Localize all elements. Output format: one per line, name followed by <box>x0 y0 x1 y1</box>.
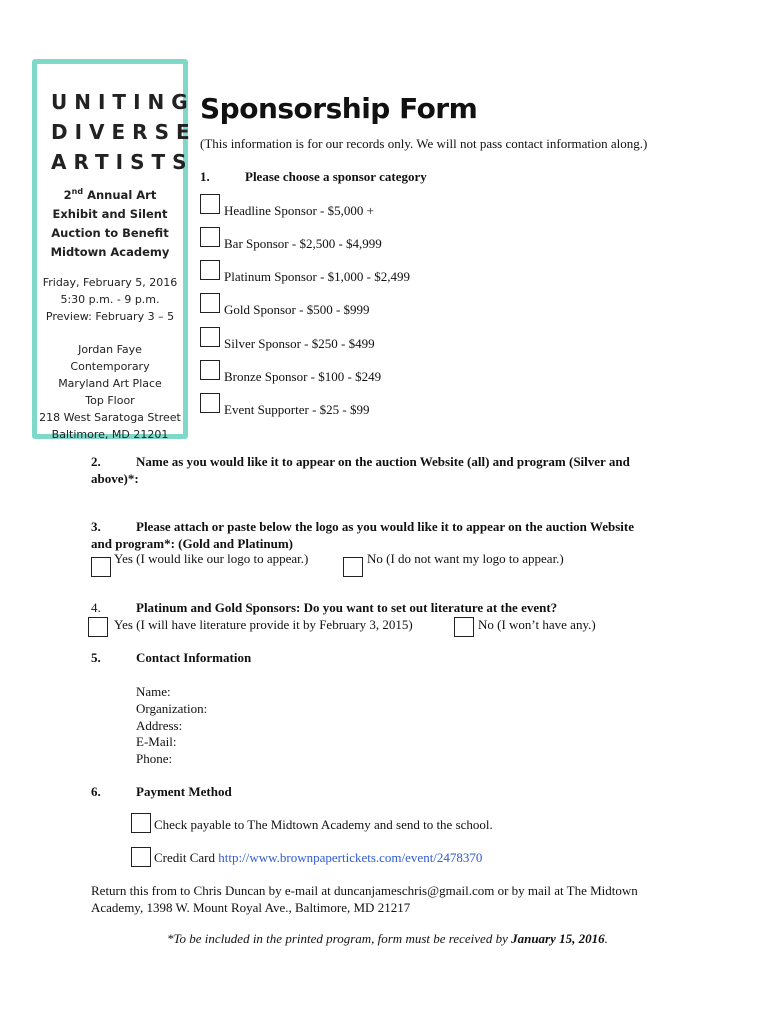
gold-sponsor-checkbox[interactable] <box>200 293 220 313</box>
contact-name-label: Name: <box>136 684 171 699</box>
event-ordinal-suffix: nd <box>71 187 84 196</box>
bar-sponsor-checkbox[interactable] <box>200 227 220 247</box>
event-info-panel <box>32 59 197 441</box>
bar-sponsor-label: Bar Sponsor - $2,500 - $4,999 <box>224 236 382 251</box>
question-number: 2. <box>91 454 101 469</box>
question-1 <box>200 169 427 185</box>
question-6 <box>91 784 232 800</box>
question-text: Please attach or paste below the logo as you would like it to appear on the auction Website <box>136 519 634 534</box>
return-instructions <box>91 882 751 916</box>
logo-no-label: No (I do not want my logo to appear.) <box>367 551 564 566</box>
headline-sponsor-label: Headline Sponsor - $5,000 + <box>224 203 374 218</box>
deadline-suffix: . <box>604 931 608 946</box>
event-line: Midtown Academy <box>50 244 170 259</box>
question-3 <box>91 518 731 552</box>
bronze-sponsor-label: Bronze Sponsor - $100 - $249 <box>224 369 382 384</box>
venue-line: Maryland Art Place <box>58 377 162 390</box>
gold-sponsor-label: Gold Sponsor - $500 - $999 <box>224 302 370 317</box>
contact-organization-label: Organization: <box>136 700 208 716</box>
payment-credit-checkbox[interactable] <box>131 847 151 867</box>
venue-line: Jordan Faye Contemporary <box>70 343 150 373</box>
event-supporter-checkbox[interactable] <box>200 393 220 413</box>
privacy-note: (This information is for our records only. We will not pass contact information along.) <box>200 136 648 151</box>
headline-sponsor-checkbox[interactable] <box>200 194 220 214</box>
literature-yes-checkbox[interactable] <box>88 617 108 637</box>
event-line: Auction to Benefit <box>51 225 169 240</box>
question-number: 5. <box>91 650 101 665</box>
logo-no-checkbox[interactable] <box>343 557 363 577</box>
deadline-prefix: *To be included in the printed program, form must be received by <box>167 931 512 946</box>
time-line: 5:30 p.m. - 9 p.m. <box>60 293 160 306</box>
question-2 <box>91 453 731 487</box>
venue-line: Top Floor <box>85 394 135 407</box>
sidebar-title-line: ARTISTS <box>51 150 194 174</box>
sidebar-title-line: UNITING <box>51 90 195 114</box>
question-4 <box>91 600 557 616</box>
question-text: Platinum and Gold Sponsors: Do you want to set out literature at the event? <box>136 600 558 615</box>
event-ordinal: 2 <box>63 187 72 202</box>
payment-check-checkbox[interactable] <box>131 813 151 833</box>
event-line: Annual Art <box>87 187 157 202</box>
question-number: 3. <box>91 519 101 534</box>
sidebar-title-line: DIVERSE <box>51 120 197 144</box>
question-text: Please choose a sponsor category <box>245 169 427 184</box>
venue-line: Baltimore, MD 21201 <box>51 428 169 441</box>
question-text-cont: above)*: <box>91 471 139 486</box>
deadline-date: January 15, 2016 <box>511 931 605 946</box>
venue-line: 218 West Saratoga Street <box>39 411 181 424</box>
payment-check-label: Check payable to The Midtown Academy and send to the school. <box>154 817 493 832</box>
question-text: Contact Information <box>136 650 252 665</box>
platinum-sponsor-label: Platinum Sponsor - $1,000 - $2,499 <box>224 269 410 284</box>
literature-no-checkbox[interactable] <box>454 617 474 637</box>
question-5 <box>91 650 251 666</box>
event-date <box>37 274 183 325</box>
contact-phone-label: Phone: <box>136 751 173 767</box>
event-supporter-label: Event Supporter - $25 - $99 <box>224 402 370 417</box>
platinum-sponsor-checkbox[interactable] <box>200 260 220 280</box>
event-venue <box>37 341 183 443</box>
literature-no-label: No (I won’t have any.) <box>478 617 596 632</box>
literature-yes-label: Yes (I will have literature provide it by February 3, 2015) <box>114 617 413 632</box>
bronze-sponsor-checkbox[interactable] <box>200 360 220 380</box>
question-text: Payment Method <box>136 784 232 799</box>
payment-credit-label: Credit Card <box>154 850 216 865</box>
logo-yes-checkbox[interactable] <box>91 557 111 577</box>
contact-fields <box>136 684 207 768</box>
preview-line: Preview: February 3 – 5 <box>45 310 175 323</box>
return-line: Return this from to Chris Duncan by e-mail at duncanjameschris@gmail.com or by mail at The Midtown <box>91 883 638 898</box>
question-text: Name as you would like it to appear on the auction Website (all) and program (Silver and <box>136 454 630 469</box>
event-line: Exhibit and Silent <box>52 206 168 221</box>
contact-address-label: Address: <box>136 717 183 733</box>
silver-sponsor-label: Silver Sponsor - $250 - $499 <box>224 336 375 351</box>
payment-credit-row <box>154 850 482 866</box>
page-title: Sponsorship Form <box>200 92 478 125</box>
contact-email-label: E-Mail: <box>136 734 177 750</box>
deadline-note <box>167 931 608 947</box>
question-number: 4. <box>91 600 101 615</box>
question-number: 6. <box>91 784 101 799</box>
logo-yes-label: Yes (I would like our logo to appear.) <box>114 551 309 566</box>
silver-sponsor-checkbox[interactable] <box>200 327 220 347</box>
event-description <box>37 182 183 262</box>
ticket-link[interactable]: http://www.brownpapertickets.com/event/2478370 <box>218 850 483 865</box>
return-line: Academy, 1398 W. Mount Royal Ave., Baltimore, MD 21217 <box>91 900 411 915</box>
date-line: Friday, February 5, 2016 <box>42 276 178 289</box>
question-text-cont: and program*: (Gold and Platinum) <box>91 536 294 551</box>
question-number: 1. <box>200 169 210 184</box>
